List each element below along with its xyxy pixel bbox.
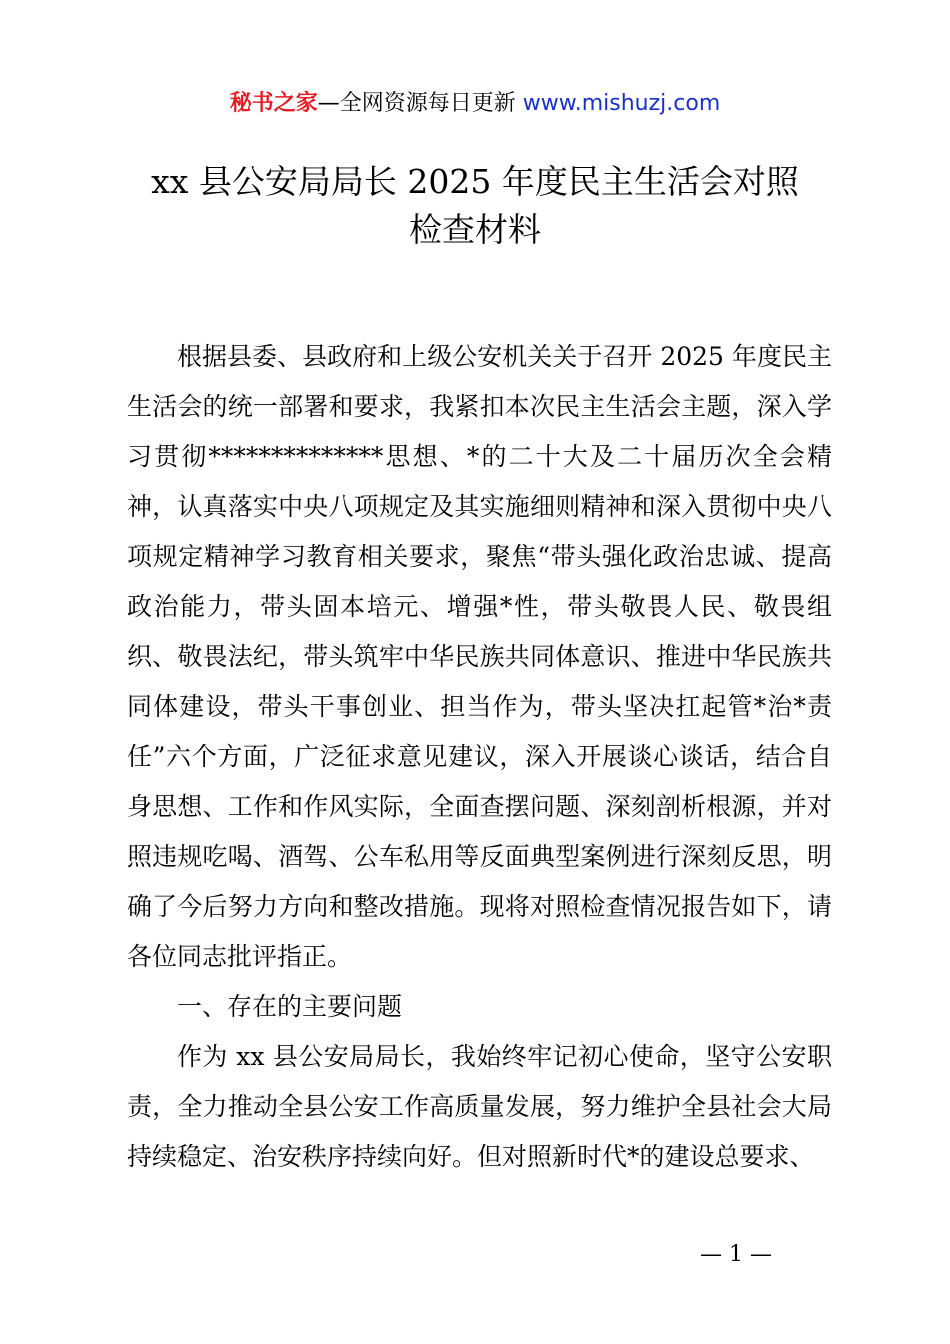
site-url-link[interactable]: www.mishuzj.com (522, 91, 721, 116)
section-heading-problems: 一、存在的主要问题 (177, 992, 403, 1021)
site-brand: 秘书之家 (229, 91, 318, 116)
document-title-line-1: xx 县公安局局长 2025 年度民主生活会对照 (151, 162, 799, 201)
document-title (100, 158, 850, 254)
site-slogan: —全网资源每日更新 (317, 91, 516, 116)
section-paragraph: 作为 xx 县公安局局长，我始终牢记初心使命，坚守公安职责，全力推动全县公安工作高质量发展，努力维护全县社会大局持续稳定、治安秩序持续向好。但对照新时代*的建设总要求、 (127, 1042, 832, 1171)
page-number: — 1 — (700, 1242, 772, 1267)
document-body (127, 332, 832, 1182)
site-header (0, 88, 950, 120)
intro-paragraph: 根据县委、县政府和上级公安机关关于召开 2025 年度民主生活会的统一部署和要求，我紧扣本次民主生活会主题，深入学习贯彻**************思想、*的二十大及二十届历次全会精神，认真落实中央八项规定及其实施细则精神和深入贯彻中央八项规定精神学习教育相关要求，聚焦“带头强化政治忠诚、提高政治能力，带头固本培元、增强*性，带头敬畏人民、敬畏组织、敬畏法纪，带头筑牢中华民族共同体意识、推进中华民族共同体建设，带头干事创业、担当作为，带头坚决扛起管*治*责任”六个方面，广泛征求意见建议，深入开展谈心谈话，结合自身思想、工作和作风实际，全面查摆问题、深刻剖析根源，并对照违规吃喝、酒驾、公车私用等反面典型案例进行深刻反思，明确了今后努力方向和整改措施。现将对照检查情况报告如下，请各位同志批评指正。 (127, 342, 832, 971)
document-title-line-2: 检查材料 (409, 210, 541, 249)
